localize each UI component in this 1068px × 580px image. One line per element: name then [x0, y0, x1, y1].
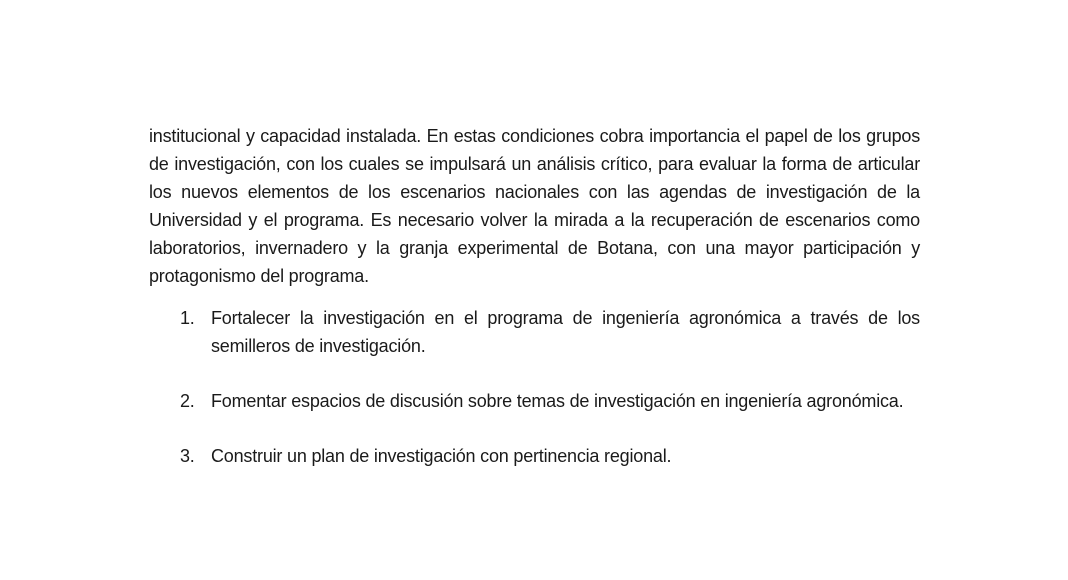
list-item	[149, 387, 920, 415]
list-item-text: Construir un plan de investigación con pertinencia regional.	[211, 446, 672, 466]
list-item	[149, 304, 920, 360]
list-item-text: Fortalecer la investigación en el programa de ingeniería agronómica a través de los semilleros de investigación.	[211, 308, 920, 356]
objectives-list	[149, 304, 920, 470]
list-item-number: 3.	[180, 446, 195, 466]
list-item-text: Fomentar espacios de discusión sobre temas de investigación en ingeniería agronómica.	[211, 391, 904, 411]
list-item-number: 2.	[180, 391, 195, 411]
body-paragraph: institucional y capacidad instalada. En estas condiciones cobra importancia el papel de los grupos de investigación, con los cuales se impulsará un análisis crítico, para evaluar la forma de articular los nuevos elementos de los escenarios nacionales con las agendas de investigación de la Universidad y el programa. Es necesario volver la mirada a la recuperación de escenarios como laboratorios, invernadero y la granja experimental de Botana, con una mayor participación y protagonismo del programa.	[149, 126, 920, 286]
document-body	[149, 122, 920, 470]
list-item-number: 1.	[180, 308, 195, 328]
list-item	[149, 442, 920, 470]
